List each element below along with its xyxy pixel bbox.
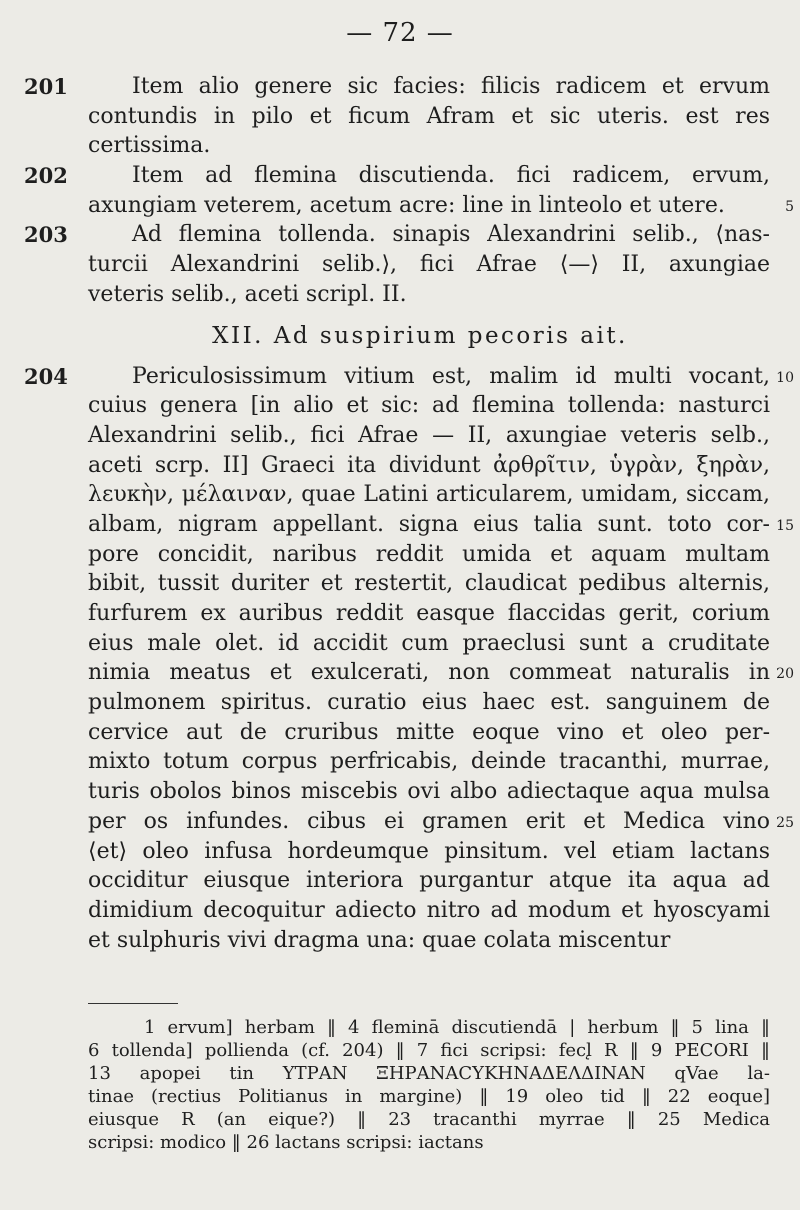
line-text: cuius genera [in alio et sic: ad flemina tollenda: nasturci [88, 393, 770, 419]
main-text [0, 72, 800, 955]
line-text: Ad flemina tollenda. sinapis Alexandrini selib., ⟨nas- [132, 222, 770, 248]
margin-line-number: 20 [776, 666, 794, 683]
line-text: et sulphuris vivi dragma una: quae colata miscentur [88, 927, 671, 953]
text-line [0, 102, 800, 132]
chapter-number: 202 [24, 163, 68, 189]
text-block-second [0, 362, 800, 956]
line-text: ⟨et⟩ oleo infusa hordeumque pinsitum. vel etiam lactans [88, 838, 770, 864]
text-line [0, 451, 800, 481]
line-text: occiditur eiusque interiora purgantur atque ita aqua ad [88, 868, 770, 894]
text-line [0, 777, 800, 807]
line-text: Item alio genere sic facies: filicis radicem et ervum [132, 74, 770, 99]
page-number: — 72 — [346, 18, 454, 48]
line-text: pore concidit, naribus reddit umida et aquam multam [88, 541, 770, 567]
footnote-text: 1 ervum] herbam ‖ 4 fleminā discutiendā | herbum ‖ 5 lina ‖ [144, 1017, 770, 1038]
text-line [0, 926, 800, 956]
line-text: turis obolos binos miscebis ovi albo adiectaque aqua mulsa [88, 779, 770, 805]
line-text: nimia meatus et exulcerati, non commeat naturalis in [88, 660, 770, 686]
margin-line-number: 15 [776, 517, 794, 534]
footnote-line [0, 1108, 800, 1131]
text-line [0, 421, 800, 451]
line-text: turcii Alexandrini selib.⟩, fici Afrae ⟨—⟩ II, axungiae [88, 252, 770, 278]
footnote-line [0, 1016, 800, 1039]
chapter-number: 204 [24, 363, 68, 389]
margin-line-number: 25 [776, 814, 794, 831]
line-text: mixto totum corpus perfricabis, deinde tracanthi, murrae, [88, 749, 770, 775]
line-text: furfurem ex auribus reddit easque flaccidas gerit, corium [88, 601, 770, 626]
line-text: cervice aut de cruribus mitte eoque vino et oleo per- [88, 719, 770, 745]
footnote-text: 6 tollenda] pollienda (cf. 204) ‖ 7 fici scripsi: fecl̨ R ‖ 9 PECORI ‖ [88, 1040, 770, 1061]
line-text: aceti scrp. II] Graeci ita dividunt ἀρθρῖτιν, ὑγρὰν, ξηρὰν, [88, 452, 770, 478]
text-line [0, 658, 800, 688]
footnote-line [0, 1085, 800, 1108]
line-text: contundis in pilo et ficum Afram et sic uteris. est res [88, 103, 770, 129]
text-line [0, 280, 800, 310]
section-heading: XII. Ad suspirium pecoris ait. [212, 322, 628, 349]
line-text: Alexandrini selib., fici Afrae — II, axungiae veteris selb., [88, 422, 770, 448]
line-text: per os infundes. cibus ei gramen erit et Medica vino [88, 808, 770, 834]
text-line [0, 599, 800, 629]
text-line [0, 747, 800, 777]
footnote-text: tinae (rectius Politianus in margine) ‖ 19 oleo tid ‖ 22 eoque] [88, 1086, 770, 1107]
line-text: pulmonem spiritus. curatio eius haec est. sanguinem de [88, 690, 770, 716]
text-line [0, 362, 800, 392]
text-line [0, 131, 800, 161]
margin-line-number: 5 [785, 198, 794, 215]
text-line [0, 250, 800, 280]
text-line [0, 629, 800, 659]
footnote-text: scripsi: modico ‖ 26 lactans scripsi: iactans [88, 1132, 484, 1153]
footnote-text: eiusque R (an eique?) ‖ 23 tracanthi myrrae ‖ 25 Medica [88, 1109, 770, 1130]
margin-line-number: 10 [776, 369, 794, 386]
line-text: bibit, tussit duriter et restertit, claudicat pedibus alternis, [88, 571, 770, 597]
footnote-line [0, 1062, 800, 1085]
chapter-number: 201 [24, 74, 68, 99]
footnote-line [0, 1131, 800, 1154]
chapter-number: 203 [24, 222, 68, 248]
line-text: dimidium decoquitur adiecto nitro ad modum et hyoscyami [88, 897, 770, 923]
text-line [0, 191, 800, 221]
text-line [0, 480, 800, 510]
line-text: λευκὴν, μέλαιναν, quae Latini articularem, umidam, siccam, [88, 482, 770, 508]
text-line [0, 540, 800, 570]
line-text: Item ad flemina discutienda. fici radicem, ervum, [132, 163, 770, 189]
text-line [0, 837, 800, 867]
line-text: certissima. [88, 133, 211, 159]
line-text: albam, nigram appellant. signa eius talia sunt. toto cor- [88, 511, 770, 537]
text-line [0, 866, 800, 896]
line-text: eius male olet. id accidit cum praeclusi sunt a cruditate [88, 630, 770, 656]
footnote-text: 13 apopei tin ΥΤΡΑΝ ΞΗΡΑΝΑϹΥΚΗΝΑΔΕΛΔΙΝΑΝ qVae la- [88, 1063, 770, 1084]
text-line [0, 510, 800, 540]
footnote-rule [88, 1003, 178, 1004]
text-line [0, 718, 800, 748]
line-text: Periculosissimum vitium est, malim id multi vocant, [132, 363, 770, 389]
text-block-first [0, 72, 800, 310]
text-line [0, 72, 800, 102]
text-line [0, 896, 800, 926]
text-line [0, 161, 800, 191]
text-line [0, 688, 800, 718]
footnote-line [0, 1039, 800, 1062]
apparatus-criticus [0, 1016, 800, 1154]
text-line [0, 569, 800, 599]
text-line [0, 220, 800, 250]
text-line [0, 391, 800, 421]
line-text: axungiam veterem, acetum acre: line in linteolo et utere. [88, 192, 725, 218]
line-text: veteris selib., aceti scripl. II. [88, 281, 407, 307]
text-line [0, 807, 800, 837]
